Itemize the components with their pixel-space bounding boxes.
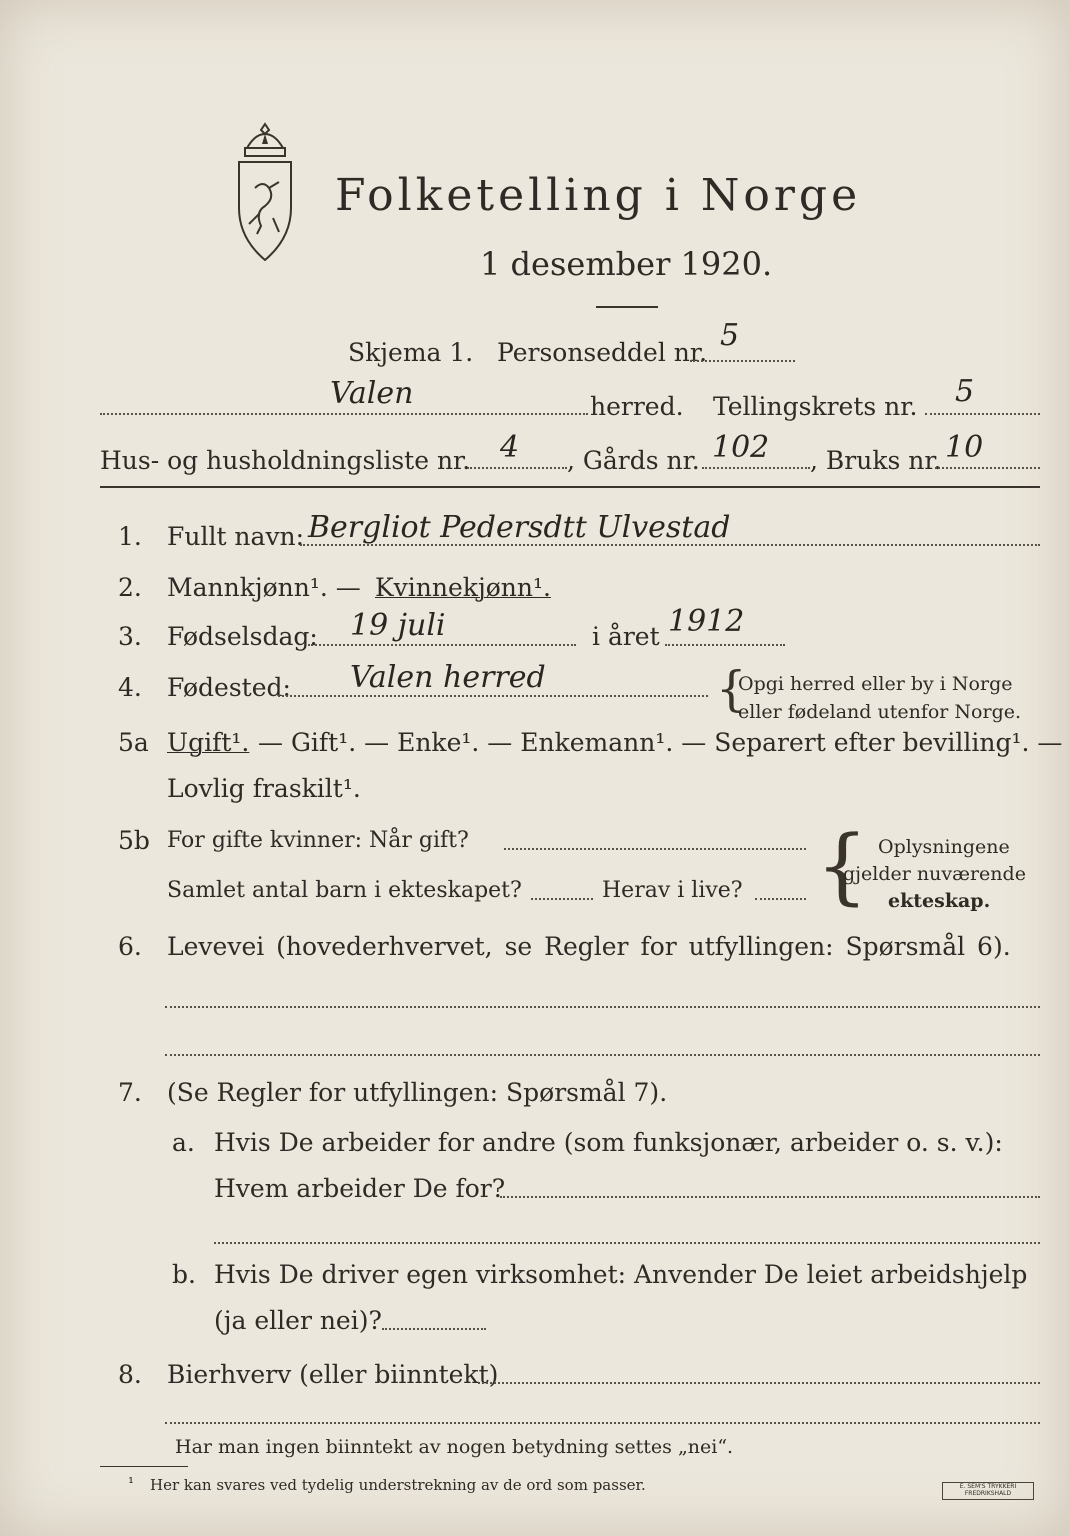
skjema-label: Skjema 1.: [348, 338, 474, 367]
q7b-line2: (ja eller nei)?: [214, 1306, 382, 1335]
q8-field-line1: [478, 1382, 1040, 1384]
bruks-value[interactable]: 10: [945, 430, 984, 465]
husholdningsliste-field-line: [467, 467, 567, 469]
personseddel-field-line: [690, 360, 795, 362]
q5b-note-line1: Oplysningene: [878, 836, 1010, 858]
q5b-note-line3: ekteskap.: [888, 890, 991, 912]
birthplace-value[interactable]: Valen herred: [350, 660, 546, 695]
full-name-value[interactable]: Bergliot Pedersdtt Ulvestad: [308, 510, 731, 545]
q5a-line2[interactable]: Lovlig fraskilt¹.: [167, 774, 361, 803]
q4-note-line1: Opgi herred eller by i Norge: [738, 673, 1013, 695]
q7b-line1: Hvis De driver egen virksomhet: Anvender De leiet arbeidshjelp: [214, 1260, 1028, 1289]
q5b-alive-label: Herav i live?: [602, 878, 743, 903]
q7-label: (Se Regler for utfyllingen: Spørsmål 7).: [167, 1078, 668, 1107]
q6-number: 6.: [118, 932, 142, 961]
form-title: Folketelling i Norge: [335, 170, 862, 221]
q8-label: Bierhverv (eller biinntekt): [167, 1360, 499, 1389]
biinntekt-note: Har man ingen biinntekt av nogen betydning settes „nei“.: [175, 1436, 734, 1458]
q2-female-option[interactable]: Kvinnekjønn¹.: [375, 573, 551, 602]
q4-number: 4.: [118, 673, 142, 702]
q7a-line1: Hvis De arbeider for andre (som funksjonær, arbeider o. s. v.):: [214, 1128, 1003, 1157]
q7a-line2: Hvem arbeider De for?: [214, 1174, 506, 1203]
husholdningsliste-value[interactable]: 4: [500, 430, 520, 465]
q4-label: Fødested:: [167, 673, 291, 702]
q5b-number: 5b: [118, 826, 150, 855]
birthday-value[interactable]: 19 juli: [350, 608, 446, 643]
q8-field-line2: [165, 1422, 1040, 1424]
tellingskrets-value[interactable]: 5: [955, 374, 975, 409]
q1-label: Fullt navn:: [167, 522, 305, 551]
q5b-alive-field-line: [755, 898, 806, 900]
q4-field-line: [278, 695, 708, 697]
q3-year-field-line: [665, 644, 785, 646]
header-rule: [100, 486, 1040, 488]
q5b-brace: {: [816, 819, 869, 914]
q5a-other-options[interactable]: — Gift¹. — Enke¹. — Enkemann¹. — Separert efter bevilling¹. —: [258, 728, 1063, 757]
q7-number: 7.: [118, 1078, 142, 1107]
q5b-note-line2: gjelder nuværende: [843, 863, 1026, 885]
tellingskrets-field-line: [925, 413, 1040, 415]
footnote-rule: [100, 1466, 188, 1467]
q3-label: Fødselsdag:: [167, 622, 318, 651]
gards-value[interactable]: 102: [712, 430, 770, 465]
q2-number: 2.: [118, 573, 142, 602]
footnote-mark: ¹: [128, 1474, 135, 1492]
q4-brace: {: [716, 661, 747, 717]
title-divider: [596, 306, 658, 308]
personseddel-value[interactable]: 5: [720, 318, 740, 353]
q6-field-line1: [165, 1006, 1040, 1008]
q1-number: 1.: [118, 522, 142, 551]
q7a-field-line1: [500, 1196, 1040, 1198]
census-date: 1 desember 1920.: [480, 245, 773, 283]
bruks-field-line: [935, 467, 1040, 469]
printer-stamp: E. SEM'S TRYKKERI FREDRIKSHALD: [942, 1482, 1034, 1500]
husholdningsliste-label: Hus- og husholdningsliste nr.: [100, 446, 471, 475]
q8-number: 8.: [118, 1360, 142, 1389]
q7a-letter: a.: [172, 1128, 195, 1157]
q5b-line1: For gifte kvinner: Når gift?: [167, 828, 469, 853]
q3-number: 3.: [118, 622, 142, 651]
q5b-children-field-line: [531, 898, 593, 900]
q7a-field-line2: [214, 1242, 1040, 1244]
herred-label: herred.: [590, 392, 684, 421]
personseddel-label: Personseddel nr.: [497, 338, 708, 367]
q7b-letter: b.: [172, 1260, 196, 1289]
footnote-text: Her kan svares ved tydelig understrekning av de ord som passer.: [150, 1476, 646, 1494]
q7b-field-line: [382, 1328, 486, 1330]
norway-coat-of-arms-icon: [225, 118, 305, 278]
herred-value[interactable]: Valen: [330, 376, 414, 411]
q3-field-line: [308, 644, 576, 646]
q6-field-line2: [165, 1054, 1040, 1056]
birth-year-value[interactable]: 1912: [668, 604, 745, 639]
q4-note-line2: eller fødeland utenfor Norge.: [738, 701, 1022, 723]
q2-male-option[interactable]: Mannkjønn¹. —: [167, 573, 361, 602]
q5b-children-label: Samlet antal barn i ekteskapet?: [167, 878, 522, 903]
q5b-when-field-line: [504, 848, 806, 850]
q3-year-label: i året: [592, 622, 660, 651]
q5a-ugift-option[interactable]: Ugift¹.: [167, 728, 250, 757]
gards-field-line: [702, 467, 810, 469]
herred-field-line: [100, 413, 588, 415]
tellingskrets-label: Tellingskrets nr.: [713, 392, 918, 421]
q6-label: Levevei (hovederhvervet, se Regler for utfyllingen: Spørsmål 6).: [167, 932, 1011, 961]
q5a-number: 5a: [118, 728, 149, 757]
bruks-label: , Bruks nr.: [810, 446, 942, 475]
gards-label: , Gårds nr.: [567, 446, 700, 475]
